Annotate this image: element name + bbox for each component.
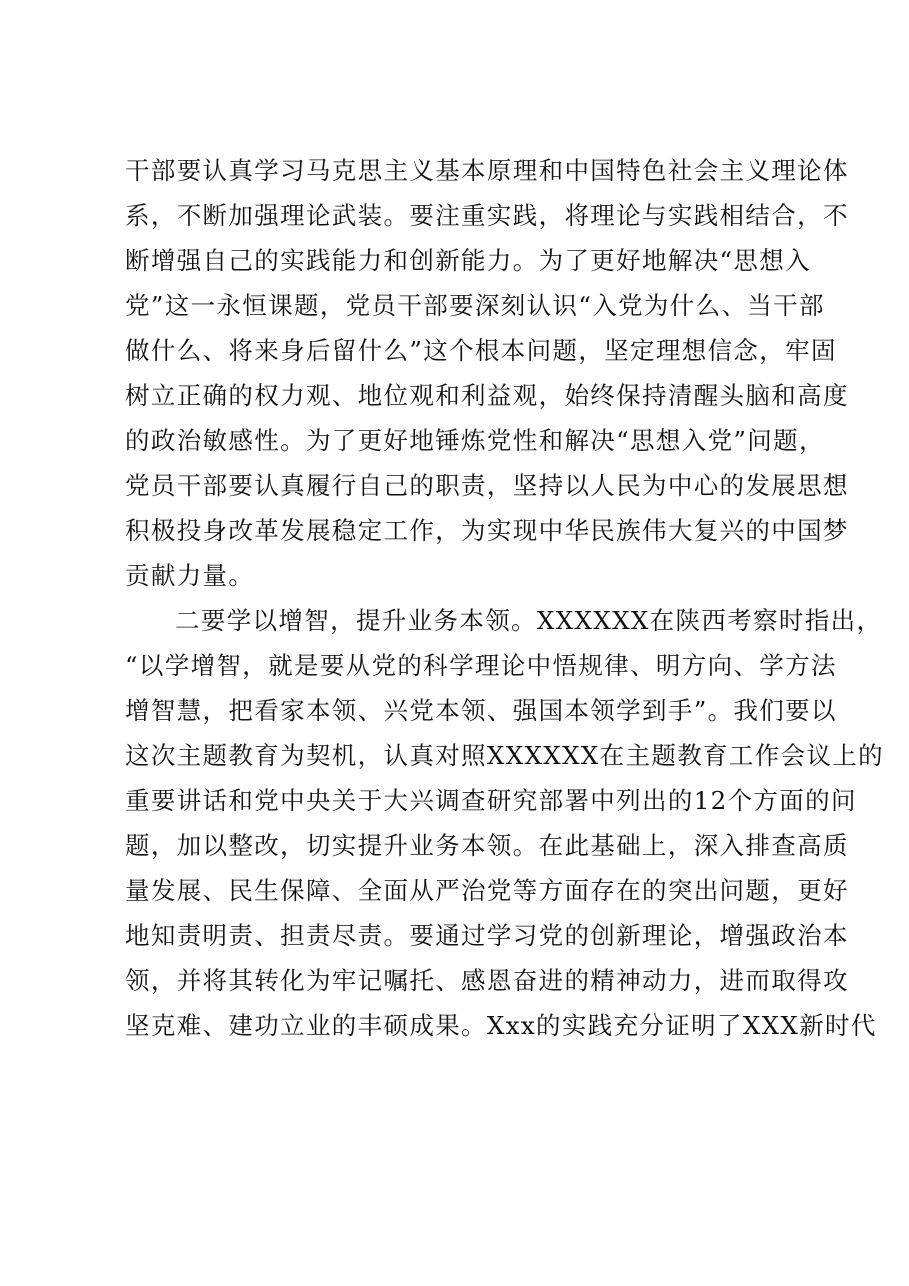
text-line: “以学增智，就是要从党的科学理论中悟规律、明方向、学方法 (125, 651, 837, 680)
text-line: 系，不断加强理论武装。要注重实践，将理论与实践相结合，不 (125, 201, 849, 230)
paragraph-2 (125, 598, 884, 1048)
text-line: 重要讲话和党中央关于大兴调查研究部署中列出的12个方面的问 (125, 786, 857, 815)
text-line: 题，加以整改，切实提升业务本领。在此基础上，深入排查高质 (125, 831, 849, 860)
text-line: 地知责明责、担责尽责。要通过学习党的创新理论，增强政治本 (125, 921, 849, 950)
text-line: 贡献力量。 (125, 561, 255, 590)
text-line: 量发展、民生保障、全面从严治党等方面存在的突出问题，更好 (125, 876, 849, 905)
text-line: 领，并将其转化为牢记嘱托、感恩奋进的精神动力，进而取得攻 (125, 966, 849, 995)
text-line: 断增强自己的实践能力和创新能力。为了更好地解决“思想入 (125, 246, 811, 275)
document-body (125, 148, 884, 1048)
text-line: 的政治敏感性。为了更好地锤炼党性和解决“思想入党”问题， (125, 426, 825, 455)
text-line: 干部要认真学习马克思主义基本原理和中国特色社会主义理论体 (125, 156, 849, 185)
text-line: 这次主题教育为契机，认真对照XXXXXX在主题教育工作会议上的 (125, 741, 884, 770)
text-line: 坚克难、建功立业的丰硕成果。Xxx的实践充分证明了XXX新时代 (125, 1011, 877, 1040)
paragraph-1 (125, 148, 849, 598)
paragraph-first-line: 二要学以增智，提升业务本领。XXXXXX在陕西考察时指出， (175, 606, 883, 635)
text-line: 做什么、将来身后留什么”这个根本问题，坚定理想信念，牢固 (125, 336, 837, 365)
text-line: 党员干部要认真履行自己的职责，坚持以人民为中心的发展思想 (125, 471, 849, 500)
text-line: 党”这一永恒课题，党员干部要深刻认识“入党为什么、当干部 (125, 291, 825, 320)
text-line: 增智慧，把看家本领、兴党本领、强国本领学到手”。我们要以 (125, 696, 837, 725)
text-line: 树立正确的权力观、地位观和利益观，始终保持清醒头脑和高度 (125, 381, 849, 410)
text-line: 积极投身改革发展稳定工作，为实现中华民族伟大复兴的中国梦 (125, 516, 849, 545)
